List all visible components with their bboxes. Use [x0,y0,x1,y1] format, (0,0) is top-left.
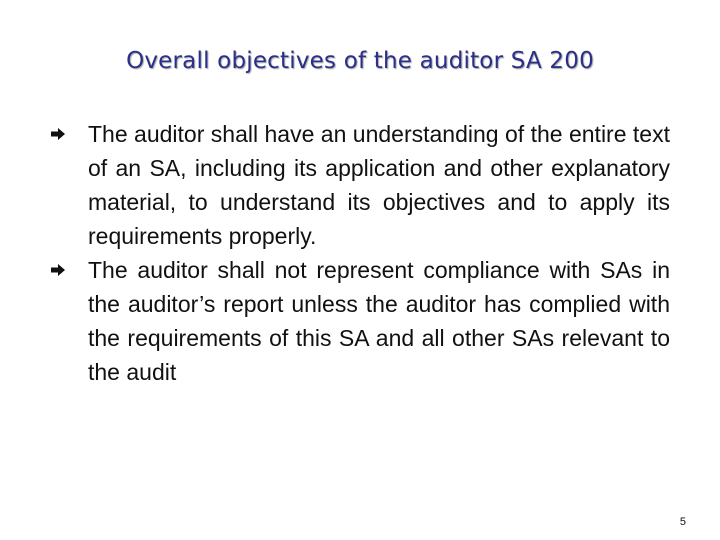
bullet-text: The auditor shall not represent compliance with SAs in the auditor’s report unless the auditor has complied with the requirements of this SA and all other SAs relevant to the audit [88,257,670,385]
bullet-list [80,117,670,389]
bullet-item [80,117,670,253]
arrow-right-icon [50,262,66,278]
bullet-item [80,253,670,389]
bullet-text: The auditor shall have an understanding of the entire text of an SA, including its application and other explanatory material, to understand its objectives and to apply its requirements properly. [88,121,670,249]
arrow-right-icon [50,126,66,142]
slide-title: Overall objectives of the auditor SA 200 [126,48,594,74]
page-number: 5 [679,516,686,528]
